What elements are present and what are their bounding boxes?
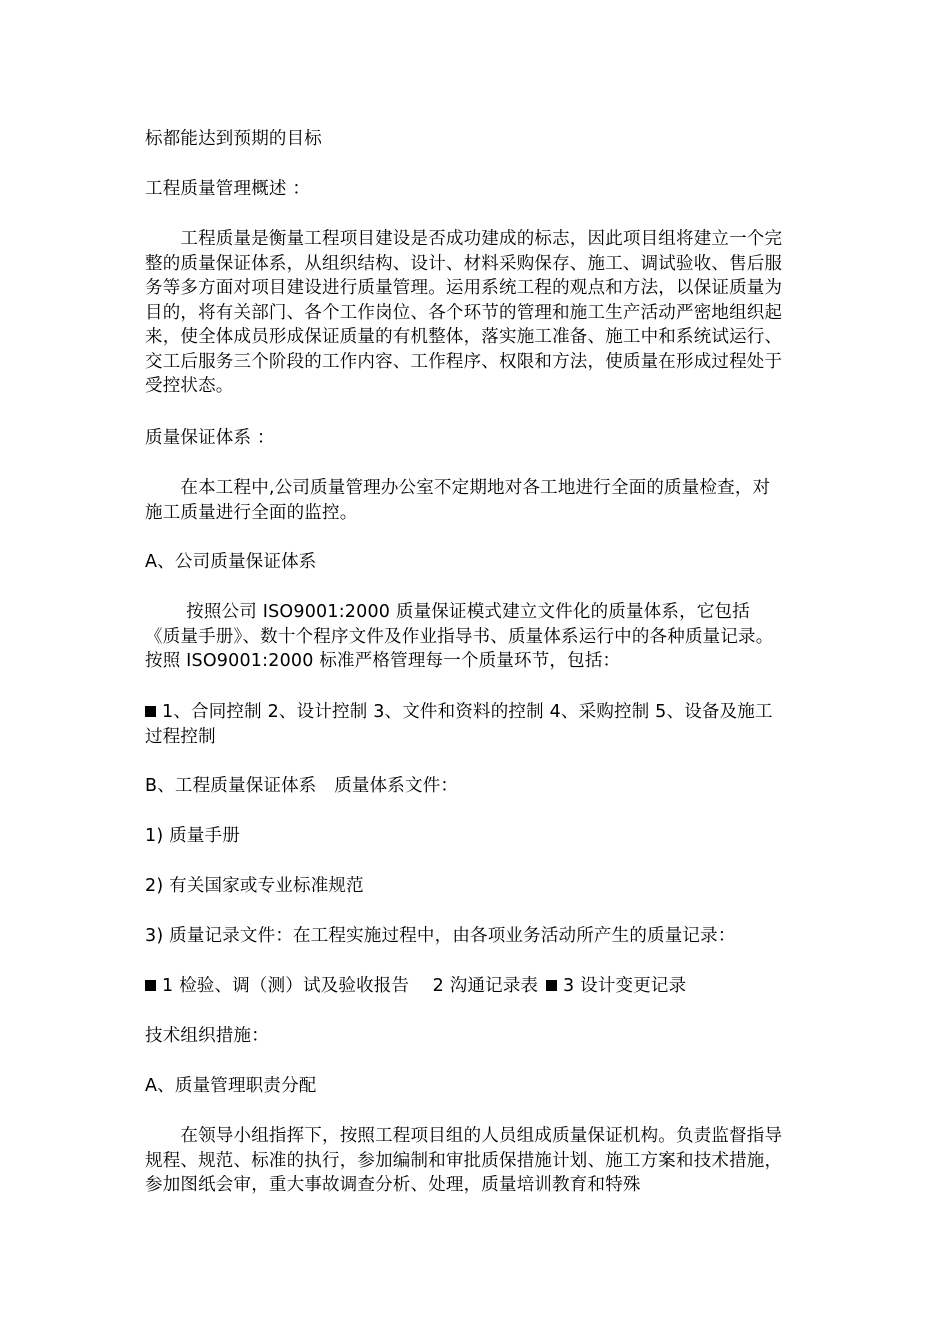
bullet-square-icon [145, 980, 156, 991]
list-item-standards: 2) 有关国家或专业标准规范 [145, 876, 364, 896]
heading-quality-assurance-system: 质量保证体系 ： [145, 428, 275, 448]
control-list-text: 1、合同控制 2、设计控制 3、文件和资料的控制 4、采购控制 5、设备及施工过程控制 [145, 702, 773, 747]
paragraph-iso9001: 按照公司 ISO9001:2000 质量保证模式建立文件化的质量体系，它包括《质量手册》、数十个程序文件及作业指导书、质量体系运行中的各种质量记录。按照 ISO9001:2000 标准严格管理每一个质量环节，包括： [145, 602, 774, 671]
bullet-square-icon [145, 706, 156, 717]
paragraph-quality-overview: 工程质量是衡量工程项目建设是否成功建成的标志，因此项目组将建立一个完整的质量保证体系，从组织结构、设计、材料采购保存、施工、调试验收、售后服务等多方面对项目建设进行质量管理。运用系统工程的观点和方法，以保证质量为目的，将有关部门、各个工作岗位、各个环节的管理和施工生产活动严密地组织起来，使全体成员形成保证质量的有机整体，落实施工准备、施工中和系统试运行、交工后服务三个阶段的工作内容、工作程序、权限和方法，使质量在形成过程处于受控状态。 [145, 229, 783, 396]
list-item-quality-records: 3) 质量记录文件：在工程实施过程中，由各项业务活动所产生的质量记录： [145, 926, 736, 946]
records-list-text-2: 3 设计变更记录 [563, 976, 687, 996]
heading-engineering-qa-system: B、工程质量保证体系 质量体系文件： [145, 776, 459, 796]
records-list-text-1: 1 检验、调（测）试及验收报告 2 沟通记录表 [162, 976, 539, 996]
bullet-records-list [145, 974, 805, 998]
list-item-quality-manual: 1) 质量手册 [145, 826, 240, 846]
heading-technical-measures: 技术组织措施： [145, 1026, 269, 1046]
paragraph-responsibility: 在领导小组指挥下，按照工程项目组的人员组成质量保证机构。负责监督指导规程、规范、标准的执行，参加编制和审批质保措施计划、施工方案和技术措施，参加图纸会审，重大事故调查分析、处理，质量培训教育和特殊 [145, 1126, 783, 1195]
heading-company-qa-system: A、公司质量保证体系 [145, 552, 317, 572]
heading-quality-overview: 工程质量管理概述 ： [145, 179, 311, 199]
heading-responsibility-allocation: A、质量管理职责分配 [145, 1076, 317, 1096]
paragraph-company-inspection: 在本工程中,公司质量管理办公室不定期地对各工地进行全面的质量检查，对施工质量进行全面的监控。 [145, 478, 771, 523]
bullet-control-list [145, 700, 780, 749]
bullet-square-icon [546, 980, 557, 991]
text-line-target: 标都能达到预期的目标 [145, 129, 322, 149]
